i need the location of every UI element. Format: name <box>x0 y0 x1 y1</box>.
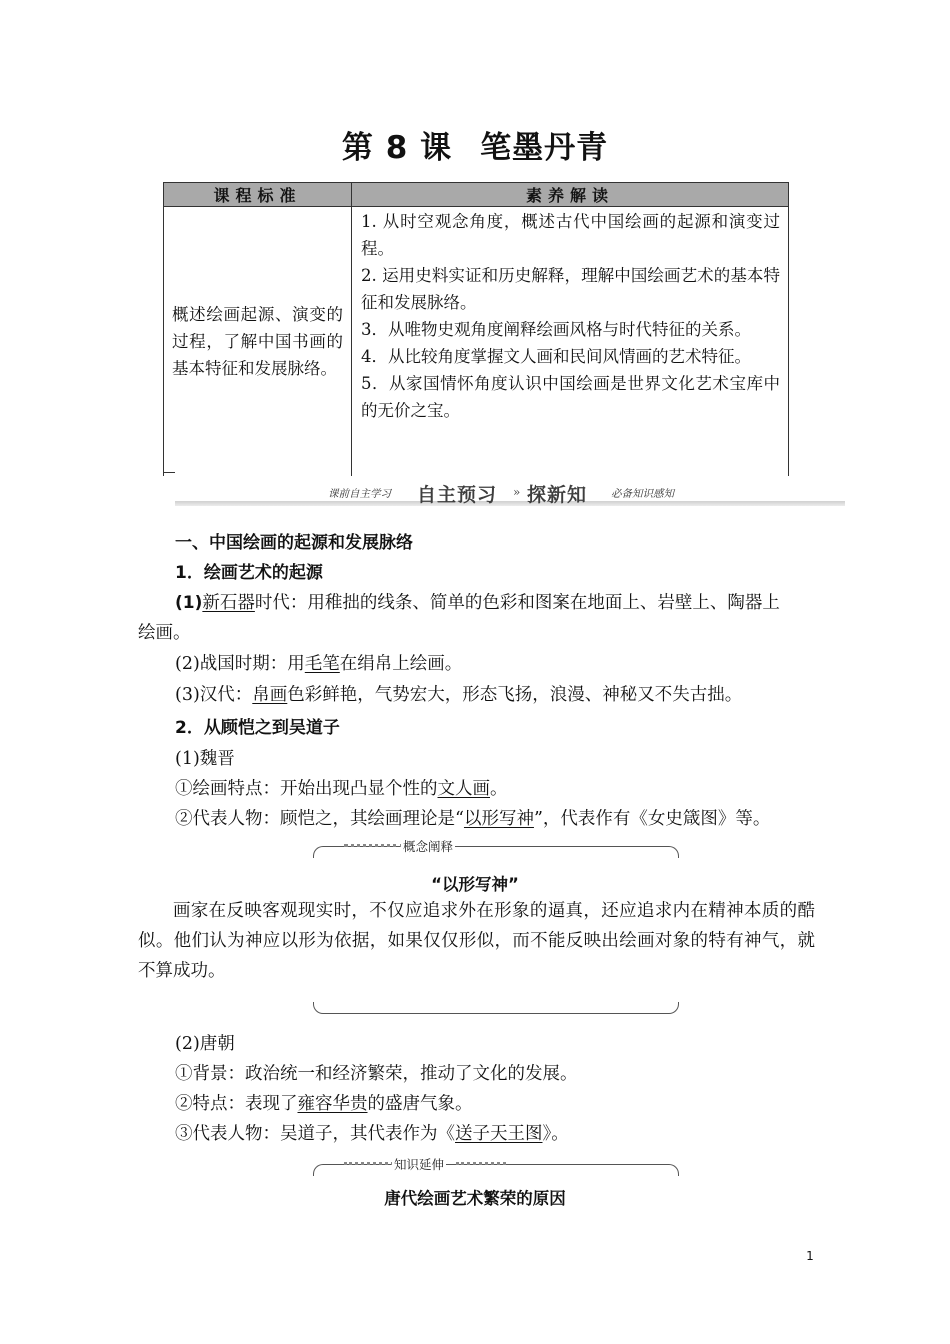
tang-background: ①背景：政治统一和经济繁荣，推动了文化的发展。 <box>175 1064 578 1084</box>
banner-left-caption: 课前自主学习 <box>328 488 391 500</box>
origin-item-warring-states: (2)战国时期：用毛笔在绢帛上绘画。 <box>175 654 463 674</box>
tang-feature: ②特点：表现了雍容华贵的盛唐气象。 <box>175 1094 473 1114</box>
table-header-literacy: 素养解读 <box>352 183 789 207</box>
origin-item-han: (3)汉代：帛画色彩鲜艳，气势宏大，形态飞扬，浪漫、神秘又不失古拙。 <box>175 685 743 705</box>
tang-representative: ③代表人物：吴道子，其代表作为《送子天王图》。 <box>175 1124 569 1144</box>
banner-title-new-knowledge: 探新知 <box>527 484 588 506</box>
concept-box-label: 概念阐释 <box>403 839 454 854</box>
literacy-item: 3．从唯物史观角度阐释绘画风格与时代特征的关系。 <box>361 320 751 339</box>
blank-answer: 帛画 <box>252 685 288 705</box>
blank-answer: 送子天王图 <box>455 1124 543 1144</box>
banner-bar <box>175 501 845 506</box>
banner-right-caption: 必备知识感知 <box>611 488 674 500</box>
page-title <box>0 122 950 167</box>
concept-box-bottom <box>313 1002 679 1014</box>
origin-item-neolithic-cont: 绘画。 <box>138 623 191 643</box>
blank-answer: 雍容华贵 <box>297 1094 368 1114</box>
section-banner <box>175 480 845 510</box>
literacy-item: 1. 从时空观念角度，概述古代中国绘画的起源和演变过程。 <box>361 212 780 258</box>
concept-text: 画家在反映客观现实时，不仅应追求外在形象的逼真，还应追求内在精神本质的酷似。他们认为神应以形为依据，如果仅仅形似，而不能反映出绘画对象的特有神气，就不算成功。 <box>138 901 815 981</box>
wei-jin-representative: ②代表人物：顾恺之，其绘画理论是“以形写神”，代表作有《女史箴图》等。 <box>175 809 771 829</box>
section-heading: 一、中国绘画的起源和发展脉络 <box>175 533 413 553</box>
literacy-cell <box>352 207 789 476</box>
literacy-item: 2. 运用史料实证和历史解释，理解中国绘画艺术的基本特征和发展脉络。 <box>361 266 780 312</box>
concept-heading: “以形写神” <box>431 875 519 894</box>
table-header-standard: 课程标准 <box>164 183 352 207</box>
curriculum-standard-cell: 概述绘画起源、演变的过程，了解中国书画的基本特征和发展脉络。 <box>164 207 352 476</box>
concept-box-top <box>313 839 679 858</box>
blank-answer: 新石器 <box>202 593 255 613</box>
blank-answer: 文人画 <box>437 779 490 799</box>
wei-jin-feature: ①绘画特点：开始出现凸显个性的文人画。 <box>175 779 508 799</box>
period-heading-tang: (2)唐朝 <box>175 1034 235 1054</box>
page-number: 1 <box>806 1249 814 1263</box>
table-corner-mark <box>163 472 175 473</box>
literacy-item: 4．从比较角度掌握文人画和民间风情画的艺术特征。 <box>361 347 751 366</box>
lesson-name: 笔墨丹青 <box>480 130 609 166</box>
period-heading-wei-jin: (1)魏晋 <box>175 749 235 769</box>
extension-box-label: 知识延伸 <box>394 1157 445 1172</box>
blank-answer: 以形写神 <box>463 809 534 829</box>
blank-answer: 毛笔 <box>304 654 340 674</box>
lesson-number: 第 8 课 <box>341 130 453 166</box>
subsection-heading: 1．绘画艺术的起源 <box>175 563 323 583</box>
double-arrow-icon: » <box>513 485 521 499</box>
curriculum-table <box>163 182 789 476</box>
origin-item-neolithic: (1)新石器时代：用稚拙的线条、简单的色彩和图案在地面上、岩壁上、陶器上 <box>175 593 780 613</box>
subsection-heading: 2．从顾恺之到吴道子 <box>175 718 340 738</box>
extension-box-top <box>313 1157 679 1176</box>
banner-title-preview: 自主预习 <box>417 484 498 506</box>
literacy-item: 5．从家国情怀角度认识中国绘画是世界文化艺术宝库中的无价之宝。 <box>361 374 780 420</box>
extension-heading: 唐代绘画艺术繁荣的原因 <box>384 1189 566 1208</box>
